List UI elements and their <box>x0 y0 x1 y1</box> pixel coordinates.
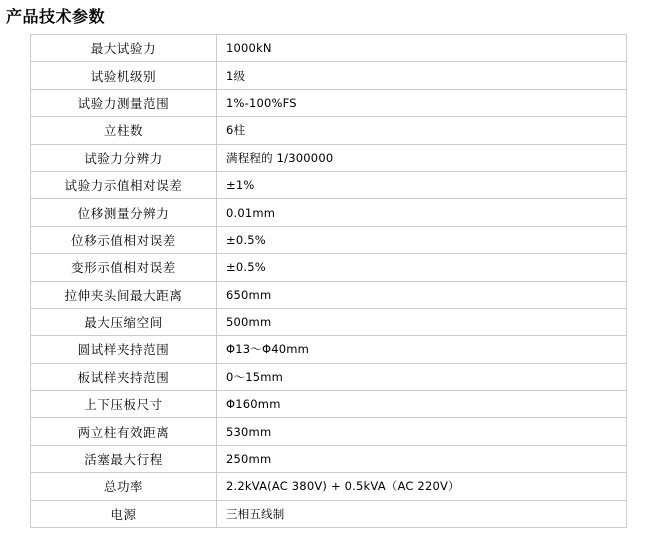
spec-label: 圆试样夹持范围 <box>31 336 217 363</box>
table-row <box>31 500 627 527</box>
spec-label: 板试样夹持范围 <box>31 363 217 390</box>
spec-label: 试验力示值相对误差 <box>31 171 217 198</box>
spec-value: ±0.5% <box>217 226 627 253</box>
spec-value: 650mm <box>217 281 627 308</box>
table-row <box>31 35 627 62</box>
spec-value: Φ160mm <box>217 391 627 418</box>
table-row <box>31 226 627 253</box>
spec-label: 两立柱有效距离 <box>31 418 217 445</box>
spec-label: 拉伸夹头间最大距离 <box>31 281 217 308</box>
table-row <box>31 89 627 116</box>
spec-value: 250mm <box>217 445 627 472</box>
spec-value: 0～15mm <box>217 363 627 390</box>
spec-value: Φ13～Φ40mm <box>217 336 627 363</box>
spec-label: 活塞最大行程 <box>31 445 217 472</box>
spec-value: 6柱 <box>217 117 627 144</box>
table-row <box>31 281 627 308</box>
spec-value: 500mm <box>217 308 627 335</box>
spec-label: 位移测量分辨力 <box>31 199 217 226</box>
spec-value: 0.01mm <box>217 199 627 226</box>
table-row <box>31 254 627 281</box>
spec-label: 位移示值相对误差 <box>31 226 217 253</box>
page-title: 产品技术参数 <box>6 7 106 26</box>
table-row <box>31 144 627 171</box>
spec-value: 1级 <box>217 62 627 89</box>
spec-value: ±0.5% <box>217 254 627 281</box>
spec-label: 电源 <box>31 500 217 527</box>
spec-value: ±1% <box>217 171 627 198</box>
table-row <box>31 391 627 418</box>
spec-label: 试验力分辨力 <box>31 144 217 171</box>
table-row <box>31 62 627 89</box>
table-row <box>31 445 627 472</box>
spec-label: 最大试验力 <box>31 35 217 62</box>
spec-label: 变形示值相对误差 <box>31 254 217 281</box>
table-body <box>31 35 627 528</box>
table-row <box>31 363 627 390</box>
spec-value: 1000kN <box>217 35 627 62</box>
spec-value: 1%-100%FS <box>217 89 627 116</box>
table-row <box>31 117 627 144</box>
spec-value: 满程程的 1/300000 <box>217 144 627 171</box>
spec-label: 总功率 <box>31 473 217 500</box>
spec-label: 试验机级别 <box>31 62 217 89</box>
table-row <box>31 199 627 226</box>
spec-value: 530mm <box>217 418 627 445</box>
spec-value: 2.2kVA(AC 380V) + 0.5kVA（AC 220V） <box>217 473 627 500</box>
table-row <box>31 336 627 363</box>
table-row <box>31 308 627 335</box>
spec-value: 三相五线制 <box>217 500 627 527</box>
spec-label: 上下压板尺寸 <box>31 391 217 418</box>
spec-label: 最大压缩空间 <box>31 308 217 335</box>
spec-label: 立柱数 <box>31 117 217 144</box>
spec-label: 试验力测量范围 <box>31 89 217 116</box>
table-row <box>31 473 627 500</box>
table-row <box>31 418 627 445</box>
table-row <box>31 171 627 198</box>
specifications-table <box>30 34 627 528</box>
